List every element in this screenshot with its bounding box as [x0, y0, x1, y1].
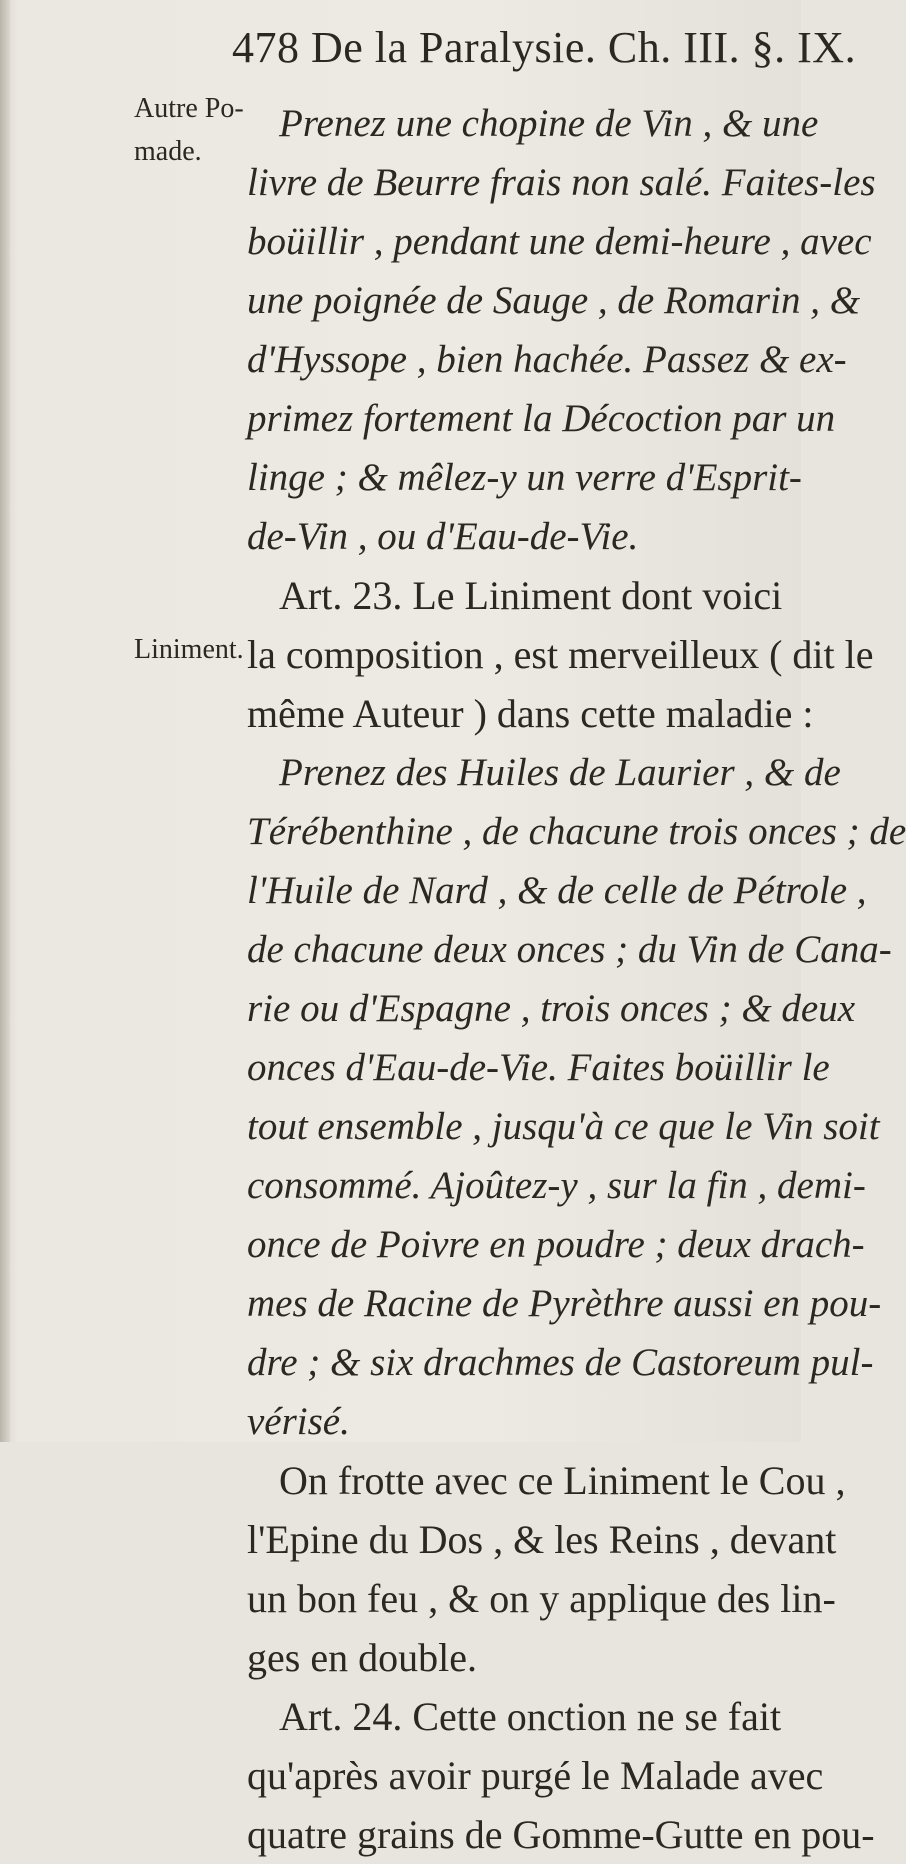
- text-line: de chacune deux onces ; du Vin de Cana-: [247, 928, 892, 971]
- text-line: dre ; & six drachmes de Castoreum pul-: [247, 1341, 874, 1384]
- margin-note-autre: Autre Po-: [134, 93, 244, 124]
- text-line: vérisé.: [247, 1400, 350, 1443]
- text-line: l'Epine du Dos , & les Reins , devant: [247, 1517, 837, 1562]
- text-line: une poignée de Sauge , de Romarin , &: [247, 279, 861, 322]
- text-line: Térébenthine , de chacune trois onces ; de: [247, 810, 906, 853]
- text-line: Art. 24. Cette onction ne se fait: [279, 1694, 782, 1739]
- text-line: qu'après avoir purgé le Malade avec: [247, 1753, 824, 1798]
- text-line: onces d'Eau-de-Vie. Faites boüillir le: [247, 1046, 830, 1089]
- text-line: linge ; & mêlez-y un verre d'Esprit-: [247, 456, 802, 499]
- text-line: rie ou d'Espagne , trois onces ; & deux: [247, 987, 856, 1030]
- text-line: ges en double.: [247, 1635, 477, 1680]
- text-line: primez fortement la Décoction par un: [247, 397, 836, 440]
- running-header: 478 De la Paralysie. Ch. III. §. IX.: [232, 23, 857, 72]
- text-line: tout ensemble , jusqu'à ce que le Vin soit: [247, 1105, 880, 1148]
- body-text: [247, 94, 906, 1864]
- text-line: boüillir , pendant une demi-heure , avec: [247, 220, 872, 263]
- margin-note-liniment: Liniment.: [134, 634, 244, 665]
- text-line: once de Poivre en poudre ; deux drach-: [247, 1223, 865, 1266]
- text-line: Prenez une chopine de Vin , & une: [279, 102, 819, 145]
- text-line: la composition , est merveilleux ( dit le: [247, 632, 874, 677]
- text-line: de-Vin , ou d'Eau-de-Vie.: [247, 515, 639, 558]
- text-line: un bon feu , & on y applique des lin-: [247, 1576, 836, 1621]
- text-line: l'Huile de Nard , & de celle de Pétrole ,: [247, 869, 867, 912]
- text-line: Art. 23. Le Liniment dont voici: [279, 573, 783, 618]
- text-line: mes de Racine de Pyrèthre aussi en pou-: [247, 1282, 882, 1325]
- text-line: consommé. Ajoûtez-y , sur la fin , demi-: [247, 1164, 866, 1207]
- text-line: d'Hyssope , bien hachée. Passez & ex-: [247, 338, 847, 381]
- text-line: On frotte avec ce Liniment le Cou ,: [279, 1458, 846, 1503]
- margin-note-remede: made.: [134, 136, 202, 167]
- text-line: Prenez des Huiles de Laurier , & de: [279, 751, 841, 794]
- text-line: quatre grains de Gomme-Gutte en pou-: [247, 1812, 875, 1857]
- text-line: livre de Beurre frais non salé. Faites-les: [247, 161, 876, 204]
- page-gutter-shadow: [0, 0, 10, 1442]
- text-line: même Auteur ) dans cette maladie :: [247, 691, 814, 736]
